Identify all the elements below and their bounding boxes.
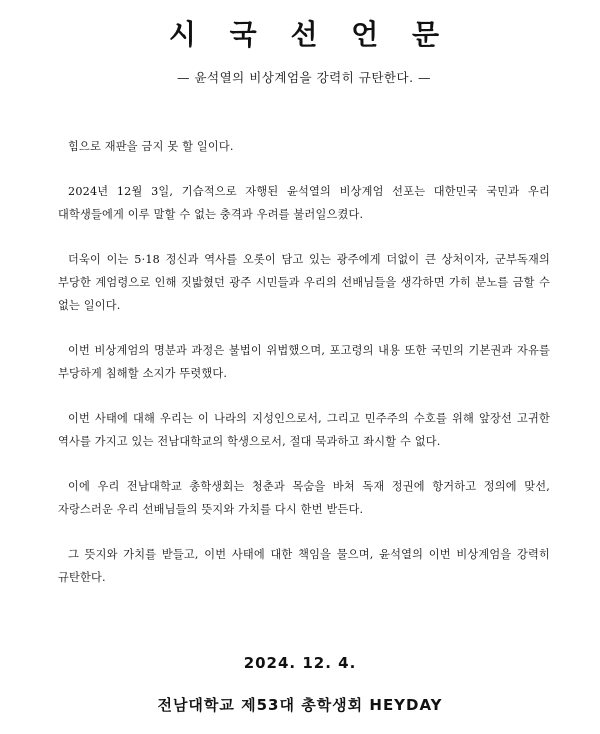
paragraph: 그 뜻지와 가치를 받들고, 이번 사태에 대한 책임을 물으며, 윤석열의 이번 비상계엄을 강력히 규탄한다.: [58, 548, 550, 584]
paragraph: 더욱이 이는 5·18 정신과 역사를 오롯이 담고 있는 광주에게 더없이 큰 상처이자, 군부독재의 부당한 계엄령으로 인해 짓밟혔던 광주 시민들과 우리의 선배님들을 생각하면 가히 분노를 금할 수 없는 일이다.: [58, 253, 550, 312]
paragraph: 힘으로 재판을 금지 못 할 일이다.: [68, 140, 234, 153]
paragraph: 이번 비상계엄의 명분과 과정은 불법이 위법했으며, 포고령의 내용 또한 국민의 기본권과 자유를 부당하게 침해할 소지가 뚜렷했다.: [58, 344, 550, 380]
document-subtitle: — 윤석열의 비상계엄을 강력히 규탄한다. —: [176, 70, 432, 85]
paragraph: 이에 우리 전남대학교 총학생회는 청춘과 목숨을 바쳐 독재 정권에 항거하고 정의에 맞선, 자랑스러운 우리 선배님들의 뜻지와 가치를 다시 한번 받든다.: [58, 480, 550, 516]
paragraph: 2024년 12월 3일, 기습적으로 자행된 윤석열의 비상계엄 선포는 대한민국 국민과 우리 대학생들에게 이루 말할 수 없는 충격과 우려를 불러일으켰다.: [58, 185, 550, 221]
paragraph: 이번 사태에 대해 우리는 이 나라의 지성인으로서, 그리고 민주주의 수호를 위해 앞장선 고귀한 역사를 가지고 있는 전남대학교의 학생으로서, 절대 묵과하고 좌시할 수 없다.: [58, 412, 550, 448]
document-body: [58, 135, 550, 589]
document-signature: 전남대학교 제53대 총학생회 HEYDAY: [157, 696, 443, 714]
document-date: 2024. 12. 4.: [243, 654, 357, 672]
document-title: 시 국 선 언 문: [168, 18, 452, 51]
